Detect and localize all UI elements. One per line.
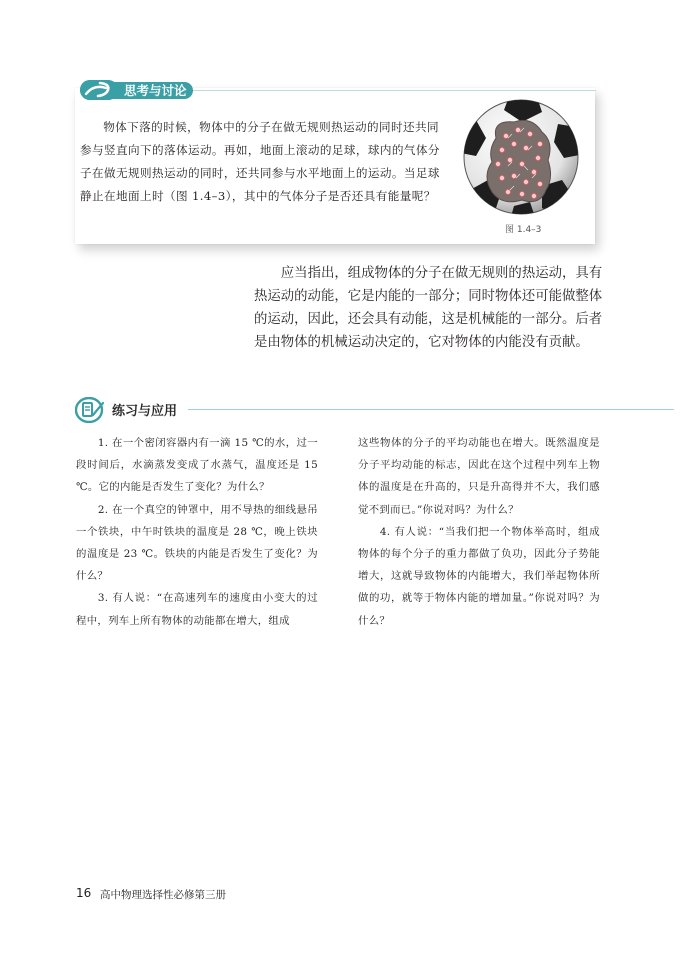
page-number: 16 bbox=[76, 886, 92, 900]
exercise-item: 1. 在一个密闭容器内有一滴 15 ℃的水，过一段时间后，水滴蒸发变成了水蒸气，温度还是 15 ℃。它的内能是否发生了变化？为什么？ bbox=[76, 437, 318, 494]
exercise-column-right bbox=[358, 432, 600, 632]
exercise-item-continued: 这些物体的分子的平均动能也在增大。既然温度是分子平均动能的标志，因此在这个过程中列车上物体的温度是在升高的，只是升高得并不大，我们感觉不到而已。”你说对吗？为什么？ bbox=[358, 437, 600, 516]
discussion-title: 思考与讨论 bbox=[110, 82, 193, 99]
body-paragraph: 应当指出，组成物体的分子在做无规则的热运动，具有热运动的动能，它是内能的一部分；同时物体还可能做整体的运动，因此，还会具有动能，这是机械能的一部分。后者是由物体的机械运动决定的，它对物体的内能没有贡献。 bbox=[254, 266, 603, 350]
soccer-ball-cutaway-figure bbox=[462, 98, 580, 216]
book-title: 高中物理选择性必修第三册 bbox=[100, 889, 226, 901]
exercise-item: 4. 有人说：“当我们把一个物体举高时，组成物体的每个分子的重力都做了负功，因此分子势能增大，这就导致物体的内能增大，我们举起物体所做的功，就等于物体内能的增加量。”你说对吗？为什么？ bbox=[358, 525, 600, 627]
exercise-item: 2. 在一个真空的钟罩中，用不导热的细线悬吊一个铁块，中午时铁块的温度是 28 ℃，晚上铁块的温度是 23 ℃。铁块的内能是否发生了变化？为什么？ bbox=[76, 503, 318, 583]
exercise-column-left bbox=[76, 432, 318, 632]
discussion-text: 物体下落的时候，物体中的分子在做无规则热运动的同时还共同参与竖直向下的落体运动。再如，地面上滚动的足球，球内的气体分子在做无规则热运动的同时，还共同参与水平地面上的运动。当足球静止在地面上时（图 1.4–3），其中的气体分子是否还具有能量呢？ bbox=[80, 120, 440, 203]
exercise-item: 3. 有人说：“在高速列车的速度由小变大的过程中，列车上所有物体的动能都在增大，组成 bbox=[76, 592, 318, 627]
discussion-header-rule bbox=[178, 90, 596, 91]
exercise-header-rule bbox=[188, 409, 674, 410]
exercise-section-icon bbox=[75, 397, 107, 423]
exercise-section-title: 练习与应用 bbox=[112, 404, 178, 419]
figure-caption: 图 1.4–3 bbox=[505, 225, 542, 235]
